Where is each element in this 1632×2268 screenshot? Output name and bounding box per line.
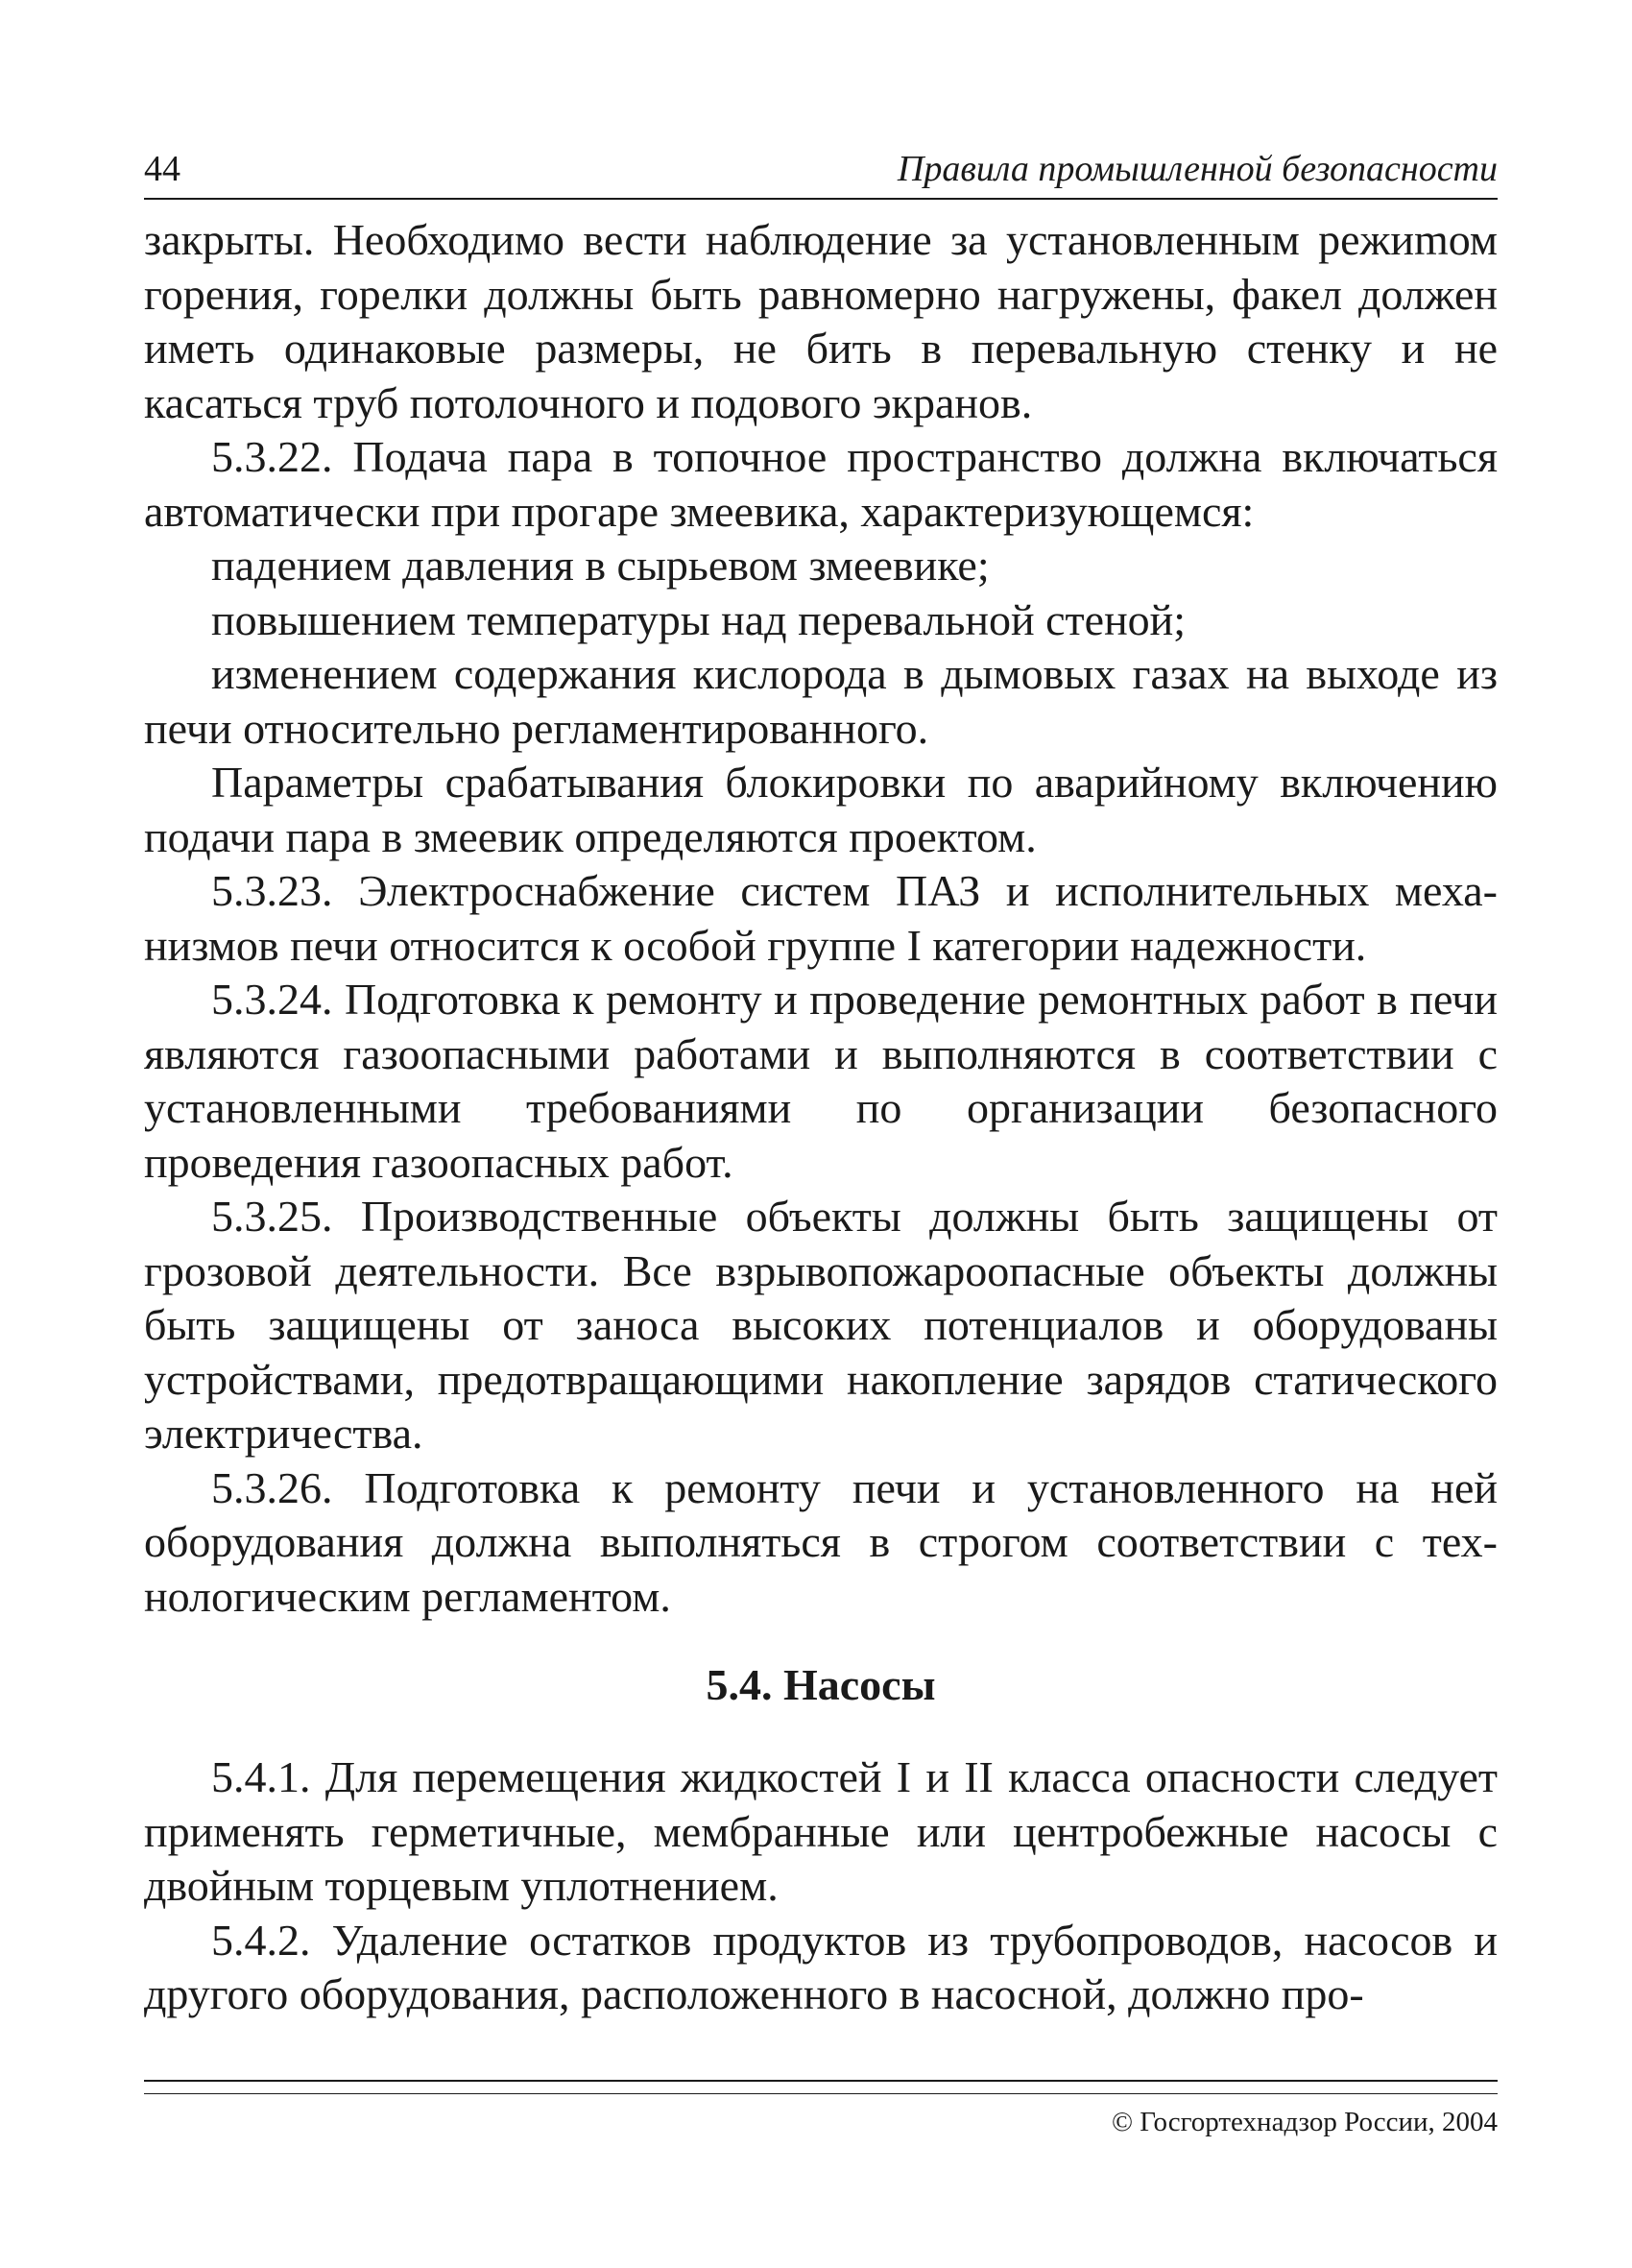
list-item-pressure-drop: падением давления в сырьевом змеевике; [211, 541, 990, 590]
body-text [144, 213, 1498, 2022]
paragraph-5-3-24: 5.3.24. Подготовка к ремонту и проведение ремонтных работ в печи являются газоопасными работами и выполняются в соответствии с установленными требованиями по организации безопасного проведения газоопасных работ. [144, 975, 1498, 1187]
paragraph-5-4-1: 5.4.1. Для перемещения жидкостей I и II класса опасности следует применять герметичные, мембранные или центробежные насосы с двойным торцевым уплотнением. [144, 1752, 1498, 1910]
paragraph-5-4-2: 5.4.2. Удаление остатков продуктов из трубопроводов, насосов и другого оборудования, расположенного в насосной, должно про- [144, 1915, 1498, 2018]
paragraph-5-3-23: 5.3.23. Электроснабжение систем ПАЗ и исполнительных механизмов печи относится к особой группе I категории надежности. [144, 866, 1498, 970]
paragraph-5-3-26: 5.3.26. Подготовка к ремонту печи и установленного на ней оборудования должна выполняться в строгом соответствии с технологическим регламентом. [144, 1462, 1498, 1621]
section-heading-pumps: 5.4. Насосы [706, 1660, 936, 1709]
paragraph-continuation: закрыты. Необходимо вести наблюдение за установленным режиmом горения, горелки должны быть равномерно нагружены, факел должен иметь одинаковые размеры, не бить в перевальную стенку и не касаться труб потолочного и подового экранов. [144, 215, 1498, 427]
running-title: Правила промышленной безопасности [897, 149, 1498, 189]
page-number: 44 [144, 149, 180, 189]
running-header [144, 144, 1498, 200]
paragraph-5-3-25: 5.3.25. Производственные объекты должны быть защищены от грозовой деятельности. Все взрывопожароопасные объекты должны быть защищены от заноса высоких потенциалов и оборудованы устройствами, предотвращающими накопление зарядов статического электричества. [144, 1192, 1498, 1458]
paragraph-5-3-22: 5.3.22. Подача пара в топочное пространство должна включаться автоматически при прогаре змеевика, характеризующемся: [144, 432, 1498, 536]
footer-divider-thin [144, 2093, 1498, 2094]
copyright-notice: © Госгортехнадзор России, 2004 [1112, 2107, 1498, 2137]
paragraph-blocking-parameters: Параметры срабатывания блокировки по аварийному включению подачи пара в змеевик определяются проектом. [144, 758, 1498, 861]
list-item-temperature-rise: повышением температуры над перевальной стеной; [211, 594, 1187, 644]
list-item-oxygen-change: изменением содержания кислорода в дымовых газах на выходе из печи относительно регламентированного. [144, 649, 1498, 753]
footer-divider [144, 2080, 1498, 2082]
